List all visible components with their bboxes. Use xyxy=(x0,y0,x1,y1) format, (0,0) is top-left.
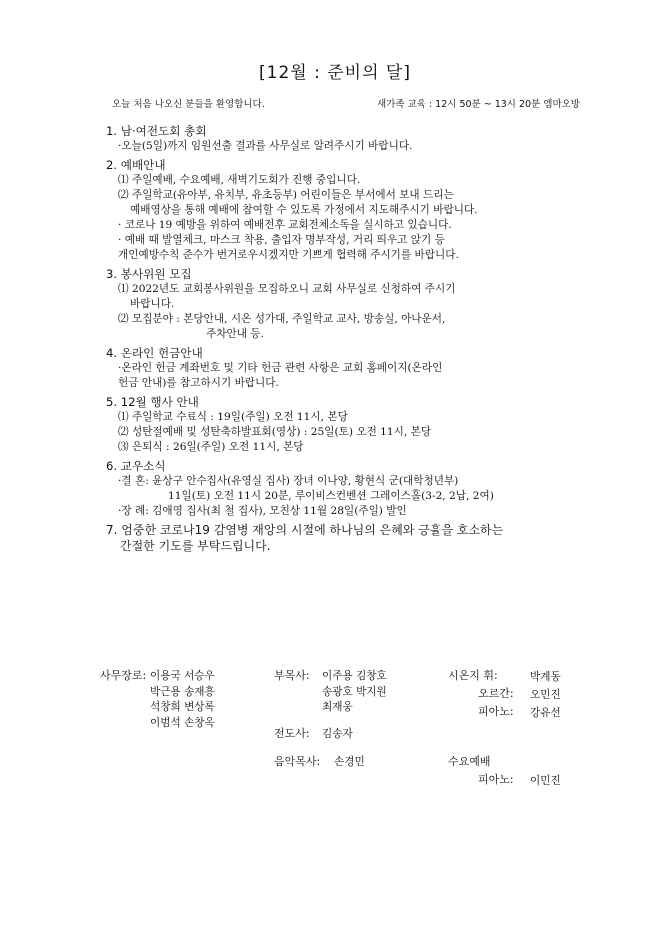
wednesday-piano-name: 이민진 xyxy=(530,775,561,787)
notice-line: 주차안내 등. xyxy=(206,328,264,340)
notice-heading: 2. 예배안내 xyxy=(106,158,166,172)
notice-item xyxy=(106,394,566,455)
office-elder-name: 이용국 서승우 xyxy=(150,670,215,682)
music-pastor-name: 손경민 xyxy=(334,756,365,768)
notices-list xyxy=(106,120,566,554)
notice-line: ⑶ 은퇴식 : 26일(주일) 오전 11시, 본당 xyxy=(118,441,304,453)
welcome-text: 오늘 처음 나오신 분들을 환영합니다. xyxy=(112,99,265,110)
notice-line: 바랍니다. xyxy=(130,298,175,310)
notice-line: ·오늘(5일)까지 임원선출 결과를 사무실로 알려주시기 바랍니다. xyxy=(118,140,413,152)
office-elders-label: 사무장로: xyxy=(100,669,147,682)
conductor-name: 박계동 xyxy=(530,671,561,683)
notice-line: ⑴ 주일예배, 수요예배, 새벽기도회가 진행 중입니다. xyxy=(118,174,361,186)
notice-line: · 코로나 19 예방을 위하여 예배전후 교회전체소독을 실시하고 있습니다. xyxy=(118,219,452,231)
associate-pastor-name: 최재웅 xyxy=(322,701,353,713)
notice-line: 11일(토) 오전 11시 20분, 루이비스컨벤션 그레이스홀(3-2, 2납, 2여) xyxy=(168,490,494,502)
notice-item xyxy=(106,458,566,519)
organ-name: 오민진 xyxy=(530,689,561,701)
notice-line: ⑵ 성탄절예배 및 성탄축하발표회(영상) : 25일(토) 오전 11시, 본당 xyxy=(118,426,432,438)
office-elders-names xyxy=(150,669,215,731)
notice-heading: 3. 봉사위원 모집 xyxy=(106,267,192,281)
notice-line: 헌금 안내)를 참고하시기 바랍니다. xyxy=(118,377,279,389)
notice-heading: 1. 남·여전도회 총회 xyxy=(106,124,207,138)
notice-heading: 6. 교우소식 xyxy=(106,459,166,473)
notice-heading: 7. 엄중한 코로나19 감염병 재앙의 시절에 하나님의 은혜와 긍휼을 호소하는 xyxy=(106,523,504,537)
office-elder-name: 석창희 변상록 xyxy=(150,701,215,713)
notice-item xyxy=(106,266,566,342)
notice-line: ⑵ 모집분야 : 본당안내, 시온 성가대, 주일학교 교사, 방송실, 아나운서, xyxy=(118,313,446,325)
evangelist-label: 전도사: xyxy=(274,727,310,740)
new-family-class: 새가족 교육 : 12시 50분 ~ 13시 20분 엠마오방 xyxy=(377,99,580,110)
wednesday-piano-label: 피아노: xyxy=(478,773,514,786)
notice-item xyxy=(106,157,566,263)
associate-pastor-label: 부목사: xyxy=(274,669,310,682)
associate-pastor-name: 이주용 김창호 xyxy=(322,670,387,682)
notice-line: ·결 혼: 윤상구 안수집사(유영실 집사) 장녀 이나양, 황현식 군(대학청년부) xyxy=(118,475,459,487)
notice-heading: 5. 12월 행사 안내 xyxy=(106,395,199,409)
notice-line: 개인예방수칙 준수가 번거로우시겠지만 기쁘게 협력해 주시기를 바랍니다. xyxy=(118,249,459,261)
notice-heading: 4. 온라인 헌금안내 xyxy=(106,346,203,360)
notice-line: · 예배 때 발열체크, 마스크 착용, 출입자 명부작성, 거리 띄우고 앉기 등 xyxy=(118,234,445,246)
piano-name: 강유선 xyxy=(530,707,561,719)
notice-line: ⑵ 주일학교(유아부, 유치부, 유초등부) 어린이들은 부서에서 보내 드리는 xyxy=(118,189,454,201)
piano-label: 피아노: xyxy=(478,705,514,718)
notice-item xyxy=(106,522,566,554)
office-elder-name: 이범석 손창옥 xyxy=(150,716,215,729)
notice-line: ·장 례: 김애영 집사(최 철 집사), 모친상 11월 28일(주일) 발인 xyxy=(118,505,407,517)
notice-line: ⑴ 2022년도 교회봉사위원을 모집하오니 교회 사무실로 신청하여 주시기 xyxy=(118,283,456,295)
notice-line: ⑴ 주일학교 수료식 : 19일(주일) 오전 11시, 본당 xyxy=(118,411,348,423)
office-elder-name: 박근용 송재흥 xyxy=(150,685,215,698)
wednesday-service-label: 수요예배 xyxy=(448,755,491,768)
notice-line: 간절한 기도를 부탁드립니다. xyxy=(120,539,271,553)
notice-item xyxy=(106,123,566,154)
conductor-label: 시온지 휘: xyxy=(448,669,498,682)
evangelist-name: 김송자 xyxy=(322,728,353,740)
notice-line: ·온라인 헌금 계좌번호 및 기타 헌금 관련 사항은 교회 홈페이지(온라인 xyxy=(118,362,443,374)
music-pastor-label: 음악목사: xyxy=(274,755,321,768)
notice-line: 예배영상을 통해 예배에 참여할 수 있도록 가정에서 지도해주시기 바랍니다. xyxy=(130,204,478,216)
associate-pastor-name: 송광호 박지원 xyxy=(322,685,387,698)
associate-pastor-names xyxy=(322,669,387,716)
organ-label: 오르간: xyxy=(478,687,514,700)
bulletin-title: [12월 : 준비의 달] xyxy=(259,63,411,83)
notice-item xyxy=(106,345,566,391)
